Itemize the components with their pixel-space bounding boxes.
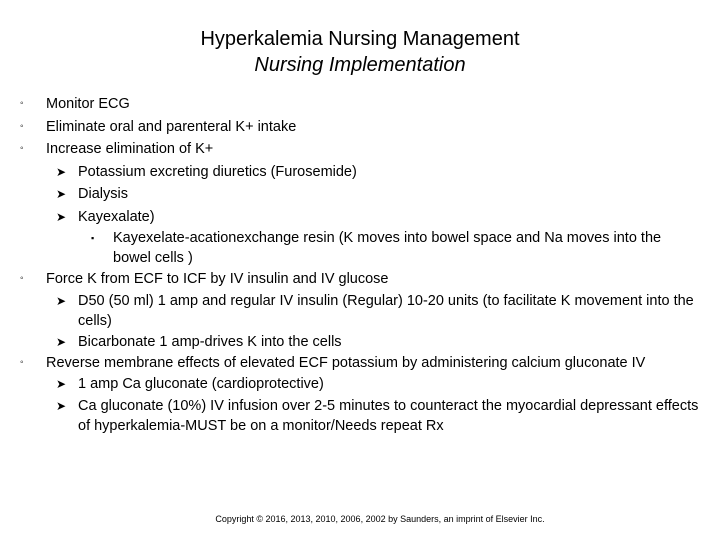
sub-sub-bullet-item: ▪ Kayexelate-acationexchange resin (K moves into bowel space and Na moves into the bowel cells )	[91, 230, 662, 266]
arrow-bullet-icon: ➤	[56, 164, 67, 179]
small-square-bullet-icon: ▪	[91, 233, 95, 243]
sub-bullet-item: ➤ 1 amp Ca gluconate (cardioprotective)	[0, 373, 720, 396]
sub-bullet-item: ➤ Bicarbonate 1 amp-drives K into the cells	[0, 331, 720, 354]
sub-bullet-item: ➤ Dialysis	[0, 183, 720, 206]
arrow-bullet-icon: ➤	[56, 209, 67, 224]
sub-bullet-item: ➤ Ca gluconate (10%) IV infusion over 2-5 minutes to counteract the myocardial depressant effects of hyperkalemia-MUST be on a monitor/Needs repeat Rx	[56, 397, 699, 434]
slide-title-block	[0, 26, 720, 78]
sub-bullet-item: ➤ Kayexalate)	[0, 206, 720, 229]
bullet-item: ◦ Monitor ECG	[0, 93, 720, 116]
bullet-list	[0, 93, 720, 436]
arrow-bullet-icon: ➤	[56, 377, 67, 391]
bullet-item: ◦ Eliminate oral and parenteral K+ intake	[0, 116, 720, 139]
bullet-item: ◦ Reverse membrane effects of elevated ECF potassium by administering calcium gluconate IV	[20, 355, 646, 371]
slide-subtitle: Nursing Implementation	[254, 54, 466, 76]
bullet-marker-icon: ◦	[20, 120, 24, 132]
sub-bullet-item: ➤ D50 (50 ml) 1 amp and regular IV insulin (Regular) 10-20 units (to facilitate K movement into the cells)	[56, 292, 694, 329]
bullet-item: ◦ Increase elimination of K+	[0, 138, 720, 161]
arrow-bullet-icon: ➤	[56, 334, 67, 349]
arrow-bullet-icon: ➤	[56, 398, 67, 413]
bullet-marker-icon: ◦	[20, 357, 24, 368]
slide-title: Hyperkalemia Nursing Management	[200, 28, 520, 50]
bullet-marker-icon: ◦	[20, 273, 24, 284]
bullet-marker-icon: ◦	[20, 98, 24, 109]
copyright-notice: Copyright © 2016, 2013, 2010, 2006, 2002 by Saunders, an imprint of Elsevier Inc.	[215, 514, 545, 524]
arrow-bullet-icon: ➤	[56, 187, 67, 201]
sub-bullet-item: ➤ Potassium excreting diuretics (Furosemide)	[0, 161, 720, 184]
bullet-marker-icon: ◦	[20, 143, 24, 154]
bullet-item: ◦ Force K from ECF to ICF by IV insulin and IV glucose	[0, 268, 720, 291]
arrow-bullet-icon: ➤	[56, 293, 67, 308]
